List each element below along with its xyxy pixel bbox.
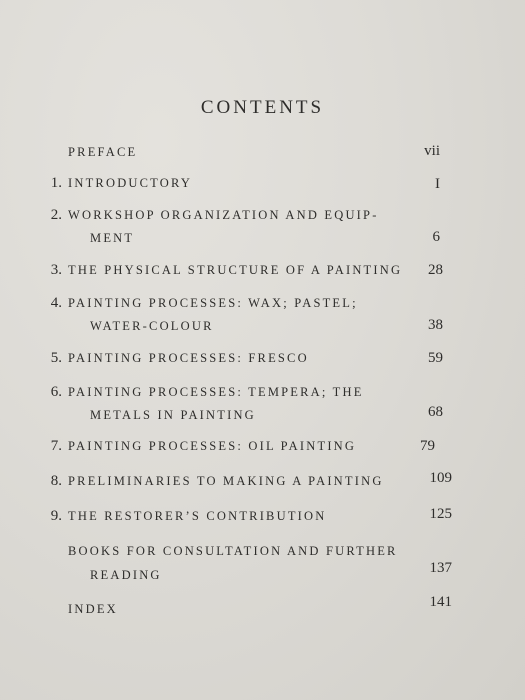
- chapter-number: 4.: [50, 295, 62, 311]
- chapter-number: 3.: [50, 262, 62, 278]
- page-number: I: [435, 176, 440, 192]
- entry-text: BOOKS FOR CONSULTATION AND FURTHER: [68, 544, 398, 558]
- page-number: 79: [420, 438, 435, 454]
- page-number: 6: [432, 229, 440, 245]
- chapter-number: 9.: [50, 508, 62, 524]
- page-number: 141: [429, 594, 452, 610]
- page-number: 68: [428, 404, 443, 420]
- entry-text: PAINTING PROCESSES: WAX; PASTEL;: [68, 296, 358, 310]
- entry-text: PRELIMINARIES TO MAKING A PAINTING: [68, 474, 384, 488]
- chapter-number: 6.: [50, 384, 62, 400]
- chapter-number: 7.: [50, 438, 62, 454]
- chapter-number: 2.: [50, 207, 62, 223]
- chapter-number: 1.: [50, 175, 62, 191]
- entry-text-continued: READING: [90, 568, 162, 582]
- entry-text: PAINTING PROCESSES: FRESCO: [68, 351, 309, 365]
- entry-text: THE RESTORER’S CONTRIBUTION: [68, 509, 327, 523]
- entry-text: PAINTING PROCESSES: TEMPERA; THE: [68, 385, 364, 399]
- chapter-number: 5.: [50, 350, 62, 366]
- page-number: vii: [424, 143, 440, 159]
- entry-text-continued: METALS IN PAINTING: [90, 408, 256, 422]
- page-number: 59: [428, 350, 443, 366]
- entry-text: PREFACE: [68, 145, 138, 159]
- entry-text: WORKSHOP ORGANIZATION AND EQUIP-: [68, 208, 379, 222]
- page-number: 125: [429, 506, 452, 522]
- entry-text: THE PHYSICAL STRUCTURE OF A PAINTING: [68, 263, 403, 277]
- entry-text: INDEX: [68, 602, 118, 616]
- entry-text-continued: WATER-COLOUR: [90, 319, 214, 333]
- page-number: 109: [429, 470, 452, 486]
- page-number: 137: [429, 560, 452, 576]
- page-title: CONTENTS: [200, 97, 325, 118]
- chapter-number: 8.: [50, 473, 62, 489]
- page-number: 28: [428, 262, 443, 278]
- page-number: 38: [428, 317, 443, 333]
- entry-text: PAINTING PROCESSES: OIL PAINTING: [68, 439, 357, 453]
- entry-text-continued: MENT: [90, 231, 135, 245]
- entry-text: INTRODUCTORY: [68, 176, 193, 190]
